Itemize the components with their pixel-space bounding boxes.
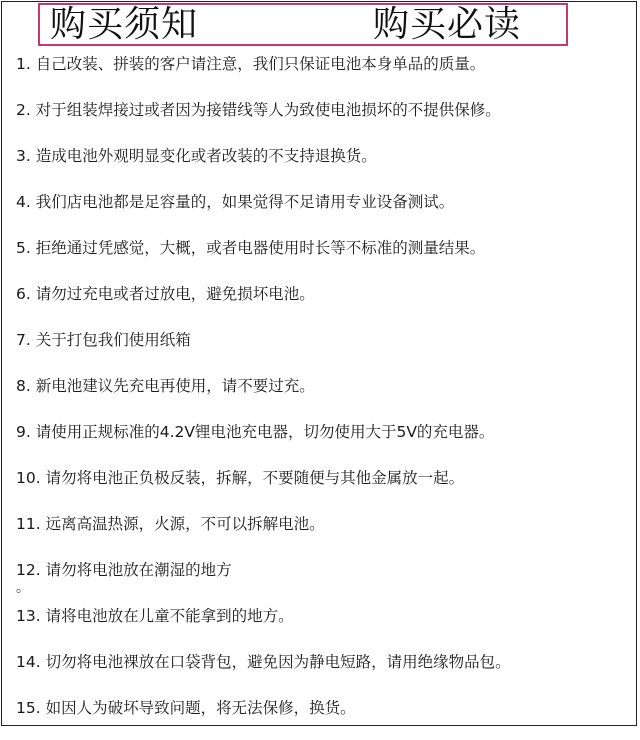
rule-text: 1. 自己改装、拼装的客户请注意，我们只保证电池本身单品的质量。 (16, 55, 486, 73)
rule-item-15 (16, 694, 626, 740)
rule-text: 13. 请将电池放在儿童不能拿到的地方。 (16, 607, 294, 625)
title-banner (38, 3, 568, 46)
rule-text: 2. 对于组装焊接过或者因为接错线等人为致使电池损坏的不提供保修。 (16, 101, 501, 119)
rule-item-2 (16, 96, 626, 142)
rule-item-4 (16, 188, 626, 234)
rule-text: 4. 我们店电池都是足容量的，如果觉得不足请用专业设备测试。 (16, 193, 455, 211)
rule-text: 11. 远离高温热源，火源，不可以拆解电池。 (16, 515, 325, 533)
rule-text: 8. 新电池建议先充电再使用，请不要过充。 (16, 377, 315, 395)
title-must-read: 购买必读 (373, 4, 522, 45)
rule-item-13 (16, 602, 626, 648)
rule-item-7 (16, 326, 626, 372)
rules-list (16, 50, 626, 740)
rule-item-14 (16, 648, 626, 694)
rule-text-tail: 。 (16, 580, 30, 596)
rule-item-12 (16, 556, 626, 602)
rule-text: 9. 请使用正规标准的4.2V锂电池充电器，切勿使用大于5V的充电器。 (16, 423, 495, 441)
rule-item-1 (16, 50, 626, 96)
rule-text: 5. 拒绝通过凭感觉，大概，或者电器使用时长等不标准的测量结果。 (16, 239, 486, 257)
rule-text: 10. 请勿将电池正负极反装，拆解，不要随便与其他金属放一起。 (16, 469, 465, 487)
rule-item-9 (16, 418, 626, 464)
rule-text: 7. 关于打包我们使用纸箱 (16, 331, 191, 349)
rule-item-11 (16, 510, 626, 556)
title-purchase-notice: 购买须知 (50, 4, 199, 45)
rule-text: 6. 请勿过充电或者过放电，避免损坏电池。 (16, 285, 315, 303)
rule-item-8 (16, 372, 626, 418)
rule-text: 3. 造成电池外观明显变化或者改装的不支持退换货。 (16, 147, 377, 165)
rule-item-10 (16, 464, 626, 510)
rule-text: 12. 请勿将电池放在潮湿的地方 (16, 561, 232, 579)
rule-text: 14. 切勿将电池裸放在口袋背包，避免因为静电短路，请用绝缘物品包。 (16, 653, 511, 671)
rule-item-3 (16, 142, 626, 188)
rule-item-5 (16, 234, 626, 280)
rule-text: 15. 如因人为破坏导致问题，将无法保修，换货。 (16, 699, 356, 717)
rule-item-6 (16, 280, 626, 326)
